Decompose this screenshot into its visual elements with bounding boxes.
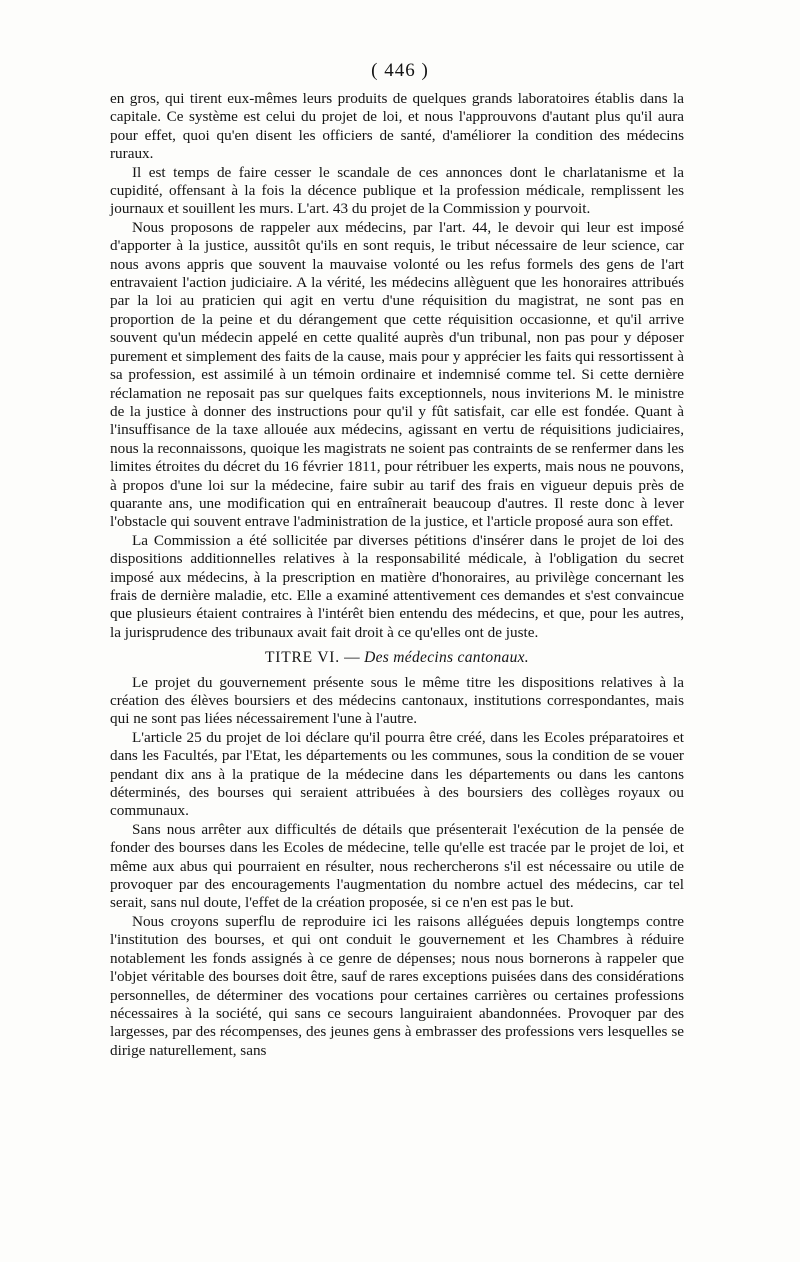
paragraph-continued: en gros, qui tirent eux-mêmes leurs produits de quelques grands laboratoires établis dans la capitale. Ce système est celui du projet de loi, et nous l'approuvons d'autant plus qu'il aura pour effet, quoi qu'en disent les officiers de santé, d'améliorer la condition des médecins ruraux. <box>110 90 684 163</box>
paragraph-petitions: La Commission a été sollicitée par diverses pétitions d'insérer dans le projet de loi des dispositions additionnelles relatives à la responsabilité médicale, à l'obligation du secret imposé aux médecins, à la prescription en matière d'honoraires, au privilège concernant les frais de dernière maladie, etc. Elle a examiné attentivement ces demandes et s'est convaincue que plusieurs étaient contraires à l'intérêt bien entendu des médecins, et que, pour les autres, la jurisprudence des tribunaux avait fait droit à ce qu'elles ont de juste. <box>110 531 684 641</box>
heading-separator: — <box>339 649 365 667</box>
paragraph-judicial-duty: Nous proposons de rappeler aux médecins, par l'art. 44, le devoir qui leur est imposé d'apporter à la justice, aussitôt qu'ils en sont requis, le tribut nécessaire de leur science, car nous avons appris que souvent la mauvaise volonté ou les refus formels des gens de l'art entravaient l'action judiciaire. A la vérité, les médecins allèguent que les honoraires attribués par la loi au praticien qui agit en vertu d'une réquisition du magistrat, ne sont pas en proportion de la peine et du dérangement que cette réquisition occasionne, et qu'il arrive souvent qu'un médecin appelé en cette qualité auprès d'un tribunal, non pas pour y déposer purement et simplement des faits de la cause, mais pour y apprécier les faits qui ressortissent à sa profession, est assimilé à un témoin ordinaire et indemnisé comme tel. Si cette dernière réclamation ne reposait pas sur quelques faits exceptionnels, nous inviterions M. le ministre de la justice à donner des instructions pour qu'il y fût satisfait, car elle est fondée. Quant à l'insuffisance de la taxe allouée aux médecins, agissant en vertu de réquisitions judiciaires, nous la reconnaissons, quoique les magistrats ne soient pas contraints de se renfermer dans les limites étroites du décret du 16 février 1811, pour rétribuer les experts, mais nous ne pouvons, à propos d'une loi sur la médecine, faire subir au tarif des frais en vigueur depuis près de quarante ans, une modification qui en entraînerait beaucoup d'autres. Il reste donc à lever l'obstacle qui souvent entrave l'administration de la justice, et l'article proposé aura son effet. <box>110 218 684 531</box>
section-heading <box>110 649 684 667</box>
body-text <box>110 90 684 1060</box>
paragraph-charlatanism: Il est temps de faire cesser le scandale de ces annonces dont le charlatanisme et la cupidité, offensant à la fois la décence publique et la profession médicale, remplissent les journaux et souillent les murs. L'art. 43 du projet de la Commission y pourvoit. <box>110 163 684 218</box>
page-number: ( 446 ) <box>371 60 429 81</box>
paragraph-government-project: Le projet du gouvernement présente sous le même titre les dispositions relatives à la création des élèves boursiers et des médecins cantonaux, institutions correspondantes, mais qui ne sont pas liées nécessairement l'une à l'autre. <box>110 673 684 728</box>
heading-label: TITRE VI. <box>265 649 340 667</box>
paragraph-bourses: Nous croyons superflu de reproduire ici les raisons alléguées depuis longtemps contre l'institution des bourses, et qui ont conduit le gouvernement et les Chambres à réduire notablement les fonds assignés à ce genre de dépenses; nous nous bornerons à rappeler que l'objet véritable des bourses doit être, sauf de rares exceptions puisées dans des considérations personnelles, de déterminer des vocations pour certaines carrières ou certaines professions nécessaires à la société, qui sans ce secours languiraient abandonnées. Provoquer par des largesses, par des récompenses, des jeunes gens à embrasser des professions vers lesquelles se dirige naturellement, sans <box>110 912 684 1059</box>
paragraph-difficulties: Sans nous arrêter aux difficultés de détails que présenterait l'exécution de la pensée de fonder des bourses dans les Ecoles de médecine, telle qu'elle est tracée par le projet de loi, et même aux abus qui pourraient en résulter, nous rechercherons s'il est nécessaire ou utile de provoquer par des encouragements l'augmentation du nombre actuel des médecins, car tel serait, sans nul doute, l'effet de la création proposée, si ce n'en est pas le but. <box>110 820 684 912</box>
paragraph-article-25: L'article 25 du projet de loi déclare qu'il pourra être créé, dans les Ecoles préparatoires et dans les Facultés, par l'Etat, les départements ou les communes, sous la condition de se vouer pendant dix ans à la pratique de la médecine dans les départements ou dans les cantons déterminés, des bourses qui seraient attribuées à des boursiers des collèges royaux ou communaux. <box>110 728 684 820</box>
heading-subtitle: Des médecins cantonaux. <box>364 649 529 667</box>
